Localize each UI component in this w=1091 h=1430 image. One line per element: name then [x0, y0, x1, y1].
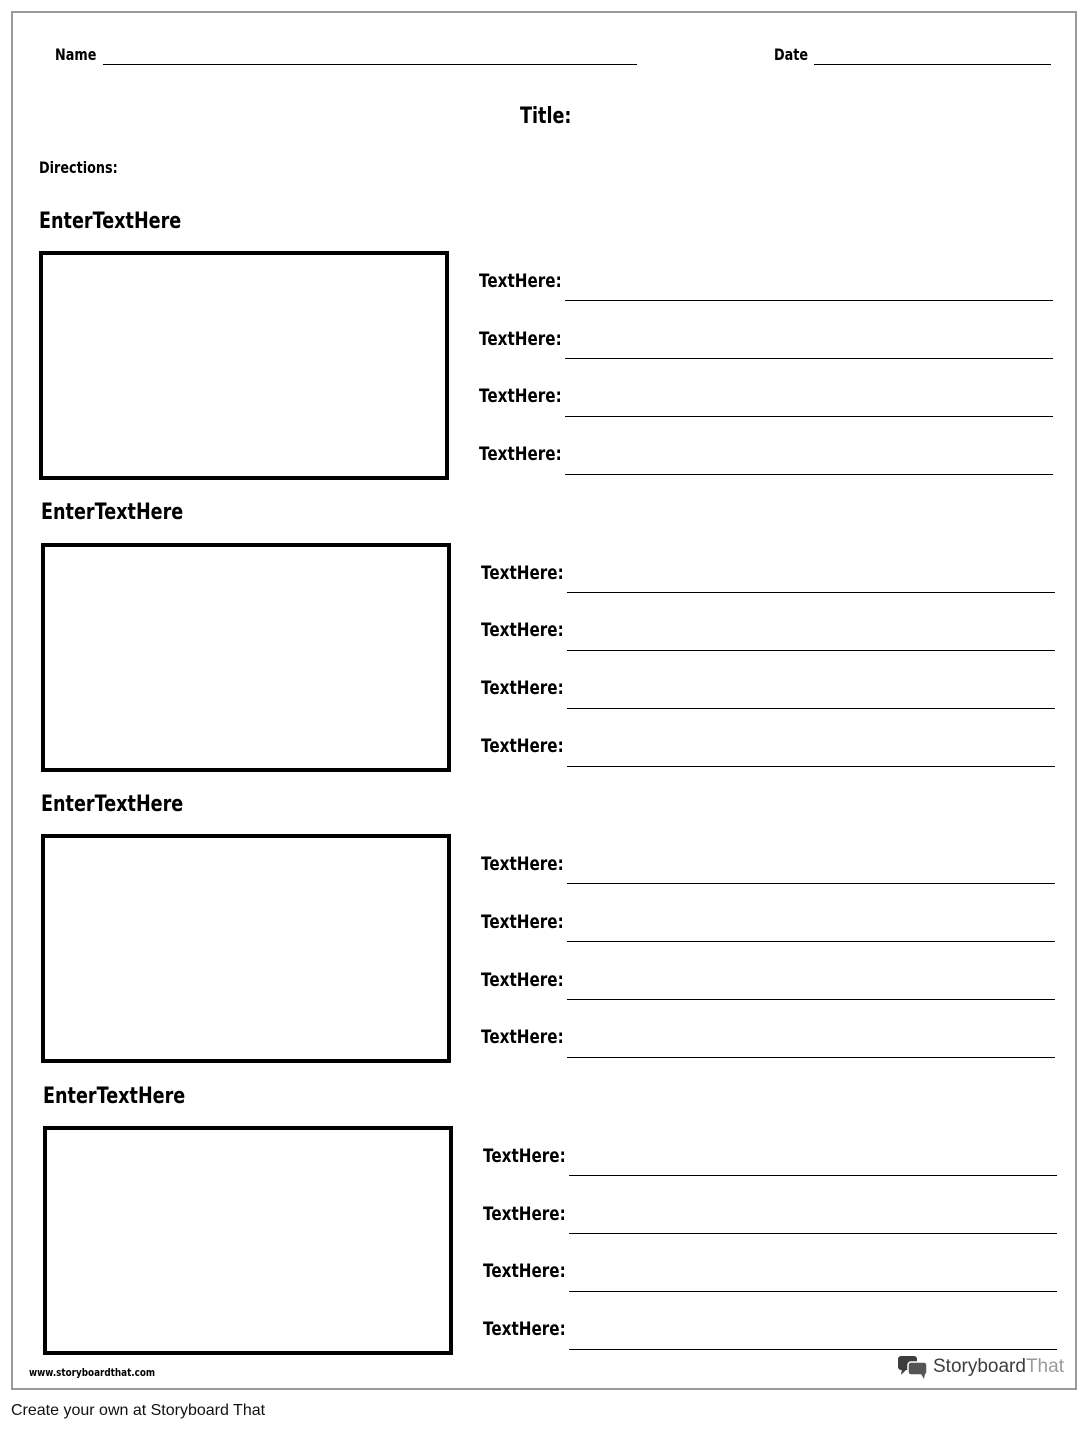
footer-url[interactable]: www.storyboardthat.com: [29, 1366, 156, 1379]
create-caption[interactable]: Create your own at Storyboard That: [11, 1402, 266, 1419]
field-label: TextHere:: [479, 385, 562, 407]
answer-line: [565, 358, 1053, 359]
section-heading: EnterTextHere: [41, 500, 184, 525]
field-label: TextHere:: [481, 619, 564, 641]
brand-main: Storyboard: [933, 1356, 1026, 1377]
storyboardthat-logo[interactable]: [897, 1354, 1064, 1380]
field-label: TextHere:: [483, 1145, 566, 1167]
answer-line: [567, 999, 1055, 1000]
brand-wordmark: [933, 1356, 1064, 1378]
answer-line: [567, 592, 1055, 593]
answer-line: [565, 474, 1053, 475]
section-heading: EnterTextHere: [39, 209, 182, 234]
answer-line: [567, 883, 1055, 884]
field-label: TextHere:: [483, 1318, 566, 1340]
field-label: TextHere:: [481, 853, 564, 875]
page-title: Title:: [520, 104, 572, 129]
answer-line: [569, 1291, 1057, 1292]
worksheet: [11, 11, 1077, 1390]
name-label: Name: [55, 45, 97, 64]
answer-line: [567, 941, 1055, 942]
answer-line: [565, 416, 1053, 417]
field-label: TextHere:: [481, 562, 564, 584]
answer-line: [565, 300, 1053, 301]
image-box: [39, 251, 449, 480]
name-line: [103, 64, 637, 65]
field-label: TextHere:: [479, 328, 562, 350]
field-label: TextHere:: [483, 1260, 566, 1282]
speech-bubbles-icon: [897, 1354, 929, 1380]
field-label: TextHere:: [481, 911, 564, 933]
answer-line: [567, 766, 1055, 767]
field-label: TextHere:: [481, 735, 564, 757]
answer-line: [569, 1233, 1057, 1234]
section-heading: EnterTextHere: [43, 1084, 186, 1109]
date-label: Date: [774, 45, 809, 64]
image-box: [41, 834, 451, 1063]
field-label: TextHere:: [479, 443, 562, 465]
section-heading: EnterTextHere: [41, 792, 184, 817]
brand-light: That: [1025, 1356, 1064, 1377]
field-label: TextHere:: [483, 1203, 566, 1225]
image-box: [41, 543, 451, 772]
answer-line: [567, 1057, 1055, 1058]
field-label: TextHere:: [481, 969, 564, 991]
field-label: TextHere:: [479, 270, 562, 292]
field-label: TextHere:: [481, 1026, 564, 1048]
answer-line: [569, 1349, 1057, 1350]
date-line: [814, 64, 1051, 65]
answer-line: [567, 708, 1055, 709]
directions-label: Directions:: [39, 158, 118, 177]
answer-line: [569, 1175, 1057, 1176]
field-label: TextHere:: [481, 677, 564, 699]
image-box: [43, 1126, 453, 1355]
answer-line: [567, 650, 1055, 651]
